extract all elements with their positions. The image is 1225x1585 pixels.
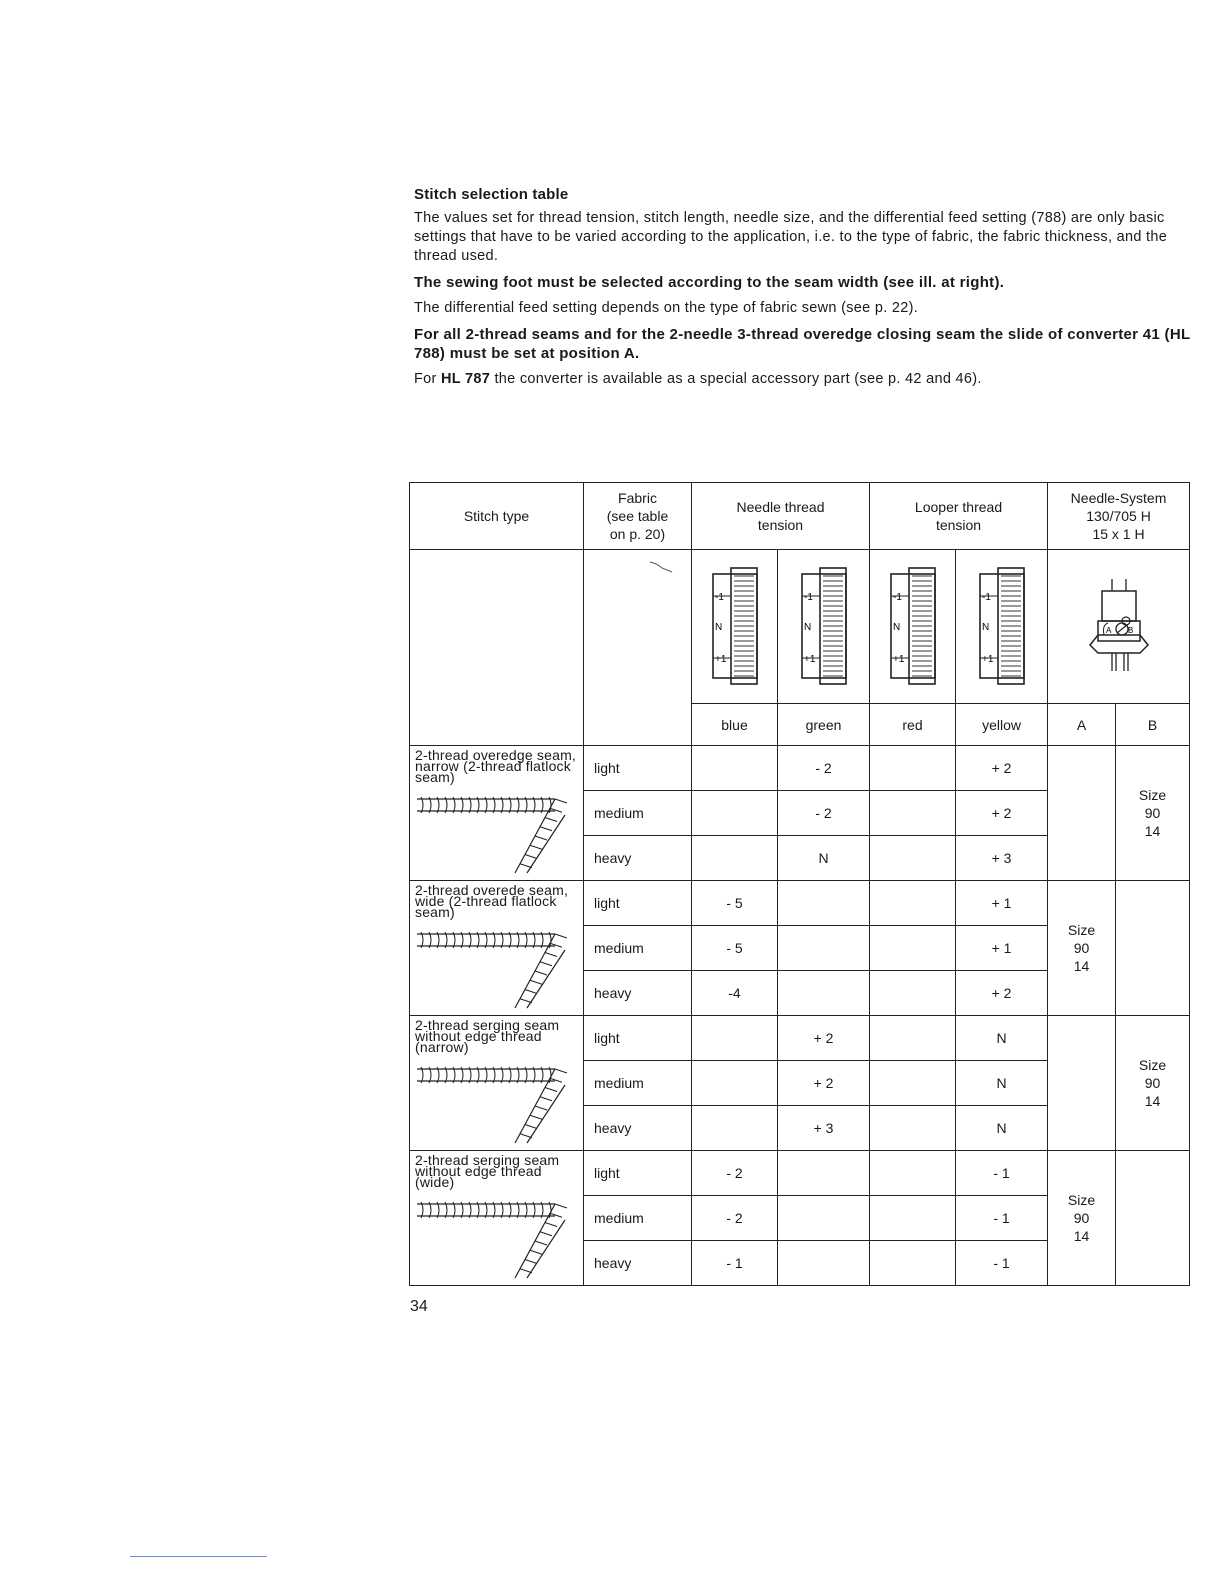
svg-text:-1: -1 [714,592,724,603]
seam-illustration-icon [415,1055,575,1145]
svg-text:N: N [892,622,900,633]
yellow-value: + 2 [956,971,1048,1016]
header-needle-line2: tension [757,517,804,533]
yellow-value: - 1 [956,1241,1048,1286]
tension-dial-icon [883,564,943,686]
green-value [778,1241,870,1286]
green-value [778,1196,870,1241]
blue-value: - 5 [692,881,778,926]
red-value [870,1196,956,1241]
red-value [870,1106,956,1151]
red-value [870,1151,956,1196]
para5-prefix: For [414,371,437,387]
header-fabric-line3: on p. 20) [609,526,666,542]
stitch-type-cell [410,881,584,1016]
size-value-14: 14 [1073,958,1090,974]
fabric-cell: light [584,881,692,926]
size-label: Size [1138,1057,1167,1073]
section-title: Stitch selection table [414,186,569,203]
svg-text:+1: +1 [892,654,904,665]
header-looper-line1: Looper thread [914,499,1003,515]
header-system-line3: 15 x 1 H [1092,526,1145,542]
blue-value: - 5 [692,926,778,971]
yellow-value: N [956,1106,1048,1151]
yellow-value: N [956,1016,1048,1061]
color-yellow: yellow [956,704,1048,746]
yellow-value: + 3 [956,836,1048,881]
blue-value: - 2 [692,1151,778,1196]
svg-text:A: A [1105,626,1111,635]
table-row [410,1016,1190,1061]
red-value [870,836,956,881]
fabric-cell: light [584,1016,692,1061]
stitch-type-label: 2-thread overede seam, wide (2-thread flatlock seam) [415,882,569,920]
fabric-cell: heavy [584,836,692,881]
blue-value [692,836,778,881]
svg-text:+1: +1 [803,654,815,665]
intro-paragraph-4: For all 2-thread seams and for the 2-needle 3-thread overedge closing seam the slide of converter 41 (HL 788) must be set at position A. [414,326,1191,362]
stitch-type-cell [410,1151,584,1286]
red-value [870,881,956,926]
para5-suffix: the converter is available as a special accessory part (see p. 42 and 46). [494,371,982,387]
header-needle-thread [692,483,870,550]
svg-text:+1: +1 [981,654,993,665]
green-value [778,971,870,1016]
header-needle-line1: Needle thread [736,499,825,515]
green-value: + 2 [778,1016,870,1061]
svg-text:N: N [803,622,811,633]
svg-text:-1: -1 [892,592,902,603]
fabric-cell: heavy [584,1106,692,1151]
table-row [410,746,1190,791]
yellow-value: + 1 [956,926,1048,971]
size-value-14: 14 [1073,1228,1090,1244]
empty-stitch-cell [410,550,584,746]
intro-section [414,186,1194,396]
color-blue: blue [692,704,778,746]
fabric-cell: medium [584,791,692,836]
blue-value [692,1106,778,1151]
red-value [870,1016,956,1061]
header-stitch-type: Stitch type [410,483,584,550]
size-b-cell [1116,1151,1190,1286]
green-value [778,1151,870,1196]
header-system-line1: Needle-System [1070,490,1167,506]
header-row [410,483,1190,550]
svg-text:N: N [714,622,722,633]
green-value [778,881,870,926]
size-value-90: 90 [1144,805,1161,821]
table-row [410,1151,1190,1196]
color-green: green [778,704,870,746]
fabric-cell: light [584,1151,692,1196]
size-label: Size [1138,787,1167,803]
stitch-type-label: 2-thread serging seam without edge thread (wide) [415,1152,560,1190]
yellow-value: + 2 [956,746,1048,791]
stitch-type-cell [410,746,584,881]
page-number: 34 [410,1298,428,1315]
seam-illustration-icon [415,1190,575,1280]
dial-green [778,550,870,704]
dial-row [410,550,1190,704]
size-b-cell [1116,881,1190,1016]
size-b-cell [1116,746,1190,881]
stitch-type-cell [410,1016,584,1151]
red-value [870,926,956,971]
header-needle-system [1048,483,1190,550]
size-a-cell [1048,1016,1116,1151]
yellow-value: - 1 [956,1151,1048,1196]
converter-slide-icon [1084,565,1154,685]
yellow-value: + 2 [956,791,1048,836]
intro-paragraph-1: The values set for thread tension, stitch length, needle size, and the differential feed setting (788) are only basic settings that have to be varied according to the application, i.e. to the type of fabric, the fabric thickness, and the thread used. [414,210,1168,264]
seam-illustration-icon [415,920,575,1010]
size-label: Size [1067,1192,1096,1208]
red-value [870,971,956,1016]
blue-value [692,791,778,836]
scribble-mark [648,558,678,578]
para5-model: HL 787 [441,371,491,387]
color-red: red [870,704,956,746]
tension-dial-icon [972,564,1032,686]
header-fabric-line1: Fabric [618,490,657,506]
red-value [870,791,956,836]
blue-value [692,746,778,791]
table-row [410,881,1190,926]
size-value-14: 14 [1144,823,1161,839]
empty-fabric-cell [584,550,692,746]
position-b: B [1116,704,1190,746]
size-value-14: 14 [1144,1093,1161,1109]
svg-text:+1: +1 [714,654,726,665]
dial-red [870,550,956,704]
green-value [778,926,870,971]
converter-cell [1048,550,1190,704]
tension-dial-icon [705,564,765,686]
green-value: N [778,836,870,881]
tension-dial-icon [794,564,854,686]
seam-illustration-icon [415,785,575,875]
svg-text:-1: -1 [803,592,813,603]
fabric-cell: medium [584,1061,692,1106]
red-value [870,1061,956,1106]
dial-blue [692,550,778,704]
size-a-cell [1048,881,1116,1016]
svg-text:-1: -1 [981,592,991,603]
stitch-selection-table [409,482,1190,1286]
fabric-cell: heavy [584,1241,692,1286]
red-value [870,746,956,791]
stitch-type-label: 2-thread serging seam without edge thread (narrow) [415,1017,560,1055]
yellow-value: N [956,1061,1048,1106]
green-value: + 3 [778,1106,870,1151]
size-a-cell [1048,1151,1116,1286]
size-a-cell [1048,746,1116,881]
blue-value: - 2 [692,1196,778,1241]
position-a: A [1048,704,1116,746]
yellow-value: + 1 [956,881,1048,926]
header-looper-thread [870,483,1048,550]
intro-paragraph-2: The sewing foot must be selected according to the seam width (see ill. at right). [414,274,1005,291]
svg-text:B: B [1127,626,1133,635]
blue-value: -4 [692,971,778,1016]
fabric-cell: medium [584,1196,692,1241]
green-value: - 2 [778,746,870,791]
svg-text:N: N [981,622,989,633]
header-fabric [584,483,692,550]
blue-value: - 1 [692,1241,778,1286]
fabric-cell: heavy [584,971,692,1016]
blue-value [692,1061,778,1106]
size-label: Size [1067,922,1096,938]
size-b-cell [1116,1016,1190,1151]
blue-value [692,1016,778,1061]
intro-paragraph-3: The differential feed setting depends on the type of fabric sewn (see p. 22). [414,300,919,316]
yellow-value: - 1 [956,1196,1048,1241]
footer-line [130,1556,267,1557]
size-value-90: 90 [1073,940,1090,956]
red-value [870,1241,956,1286]
size-value-90: 90 [1144,1075,1161,1091]
intro-paragraph-5 [414,370,1194,389]
header-looper-line2: tension [935,517,982,533]
green-value: + 2 [778,1061,870,1106]
fabric-cell: light [584,746,692,791]
stitch-type-label: 2-thread overedge seam, narrow (2-thread flatlock seam) [415,747,577,785]
green-value: - 2 [778,791,870,836]
header-fabric-line2: (see table [606,508,669,524]
dial-yellow [956,550,1048,704]
fabric-cell: medium [584,926,692,971]
size-value-90: 90 [1073,1210,1090,1226]
header-system-line2: 130/705 H [1086,508,1151,524]
